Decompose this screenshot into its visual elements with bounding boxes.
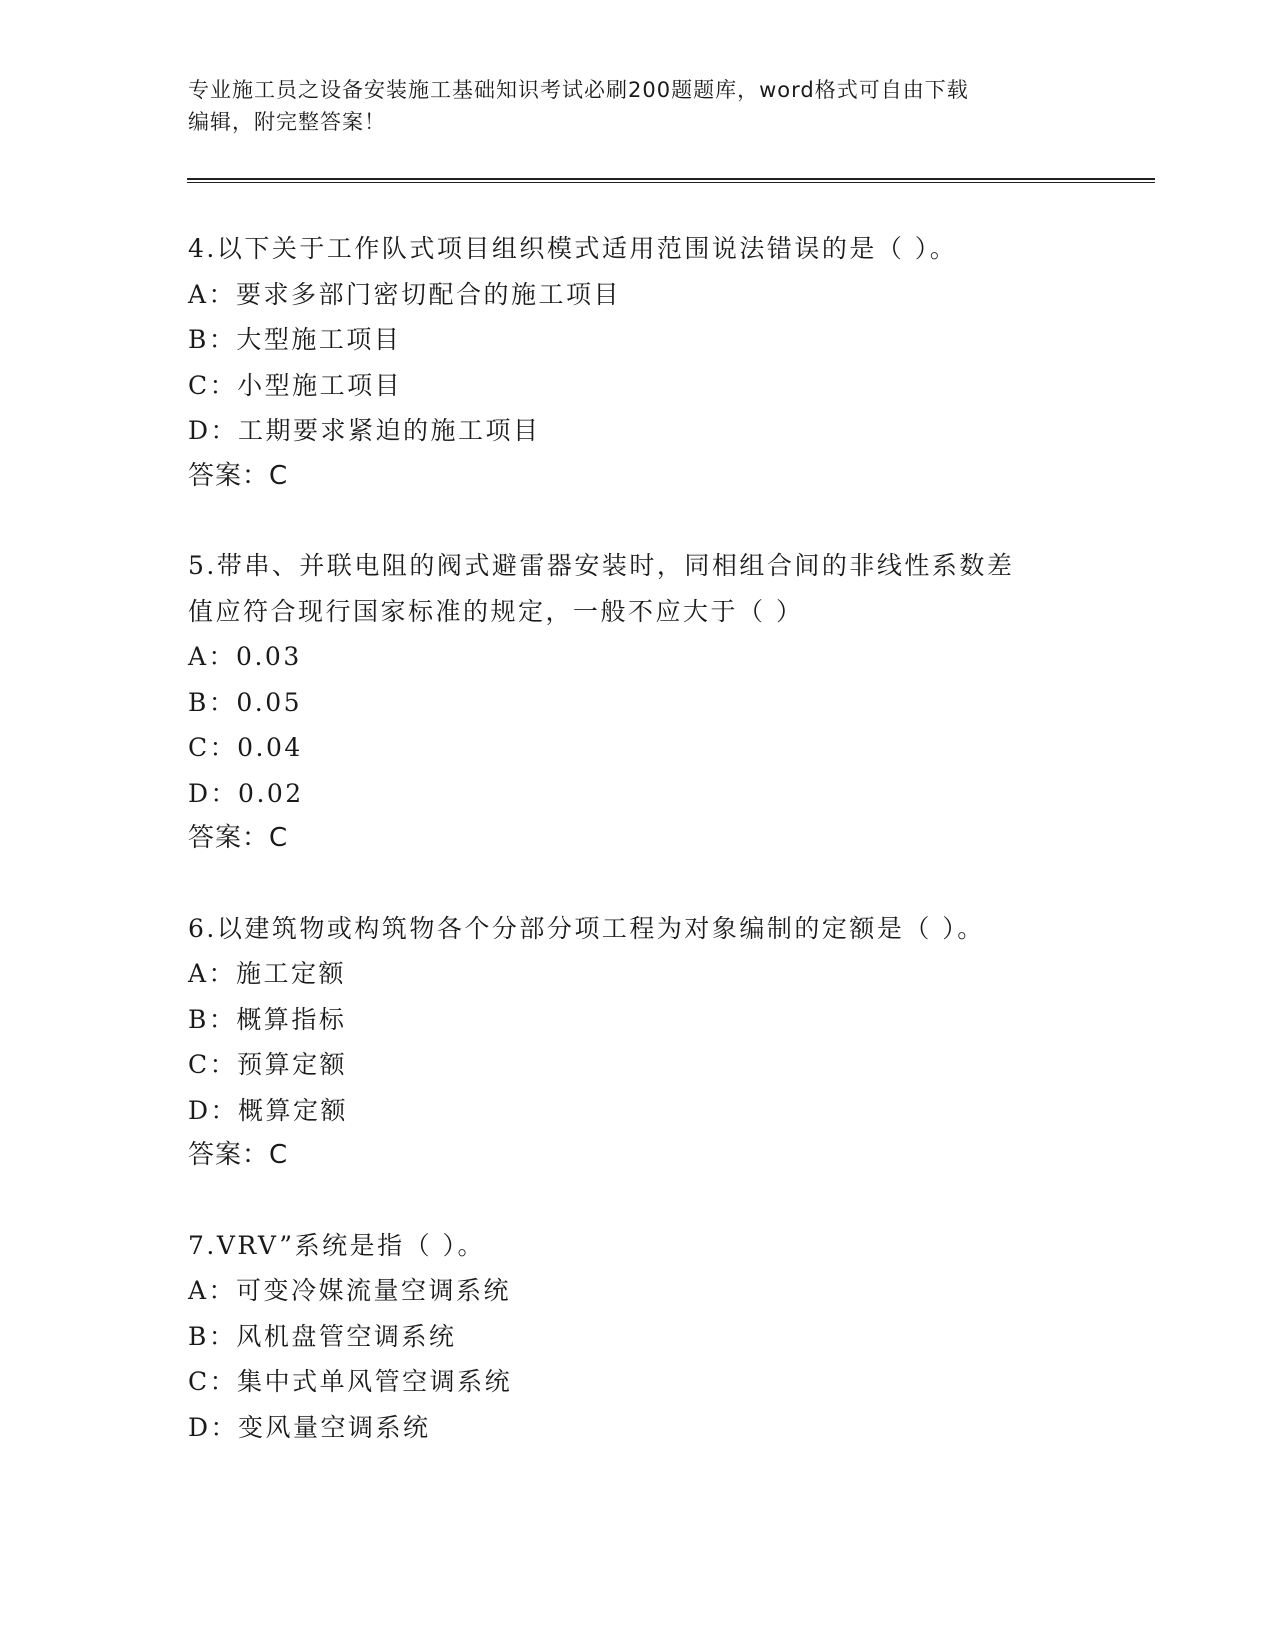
answer-line: 答案：C	[188, 1140, 289, 1170]
question-stem: 4.以下关于工作队式项目组织模式适用范围说法错误的是（ ）。	[188, 234, 958, 263]
option-d: D：变风量空调系统	[188, 1412, 431, 1442]
question-list	[188, 226, 1088, 1494]
option-b: B：0.05	[188, 687, 303, 717]
answer-line: 答案：C	[188, 823, 289, 853]
question-5	[188, 543, 1088, 862]
option-d: D：概算定额	[188, 1095, 349, 1125]
option-c: C：预算定额	[188, 1050, 348, 1079]
option-b: B：风机盘管空调系统	[188, 1321, 457, 1351]
question-stem: 7.VRV”系统是指（ ）。	[188, 1230, 486, 1260]
option-b: B：概算指标	[188, 1004, 347, 1034]
question-stem-line-2: 值应符合现行国家标准的规定，一般不应大于（ ）	[188, 596, 804, 626]
question-stem-line-1: 5.带串、并联电阻的阀式避雷器安装时，同相组合间的非线性系数差	[188, 551, 1015, 580]
header-line-2: 编辑，附完整答案！	[188, 110, 386, 134]
question-7	[188, 1223, 1088, 1451]
option-c: C：0.04	[188, 733, 303, 762]
option-c: C：集中式单风管空调系统	[188, 1367, 513, 1396]
answer-line: 答案：C	[188, 460, 289, 491]
question-stem: 6.以建筑物或构筑物各个分部分项工程为对象编制的定额是（ ）。	[188, 913, 985, 943]
header-line-1: 专业施工员之设备安装施工基础知识考试必刷200题题库，word格式可自由下载	[188, 78, 969, 102]
document-header	[188, 74, 1088, 138]
question-6	[188, 906, 1088, 1179]
option-d: D：0.02	[188, 778, 304, 808]
option-a: A：0.03	[188, 642, 302, 671]
option-c: C：小型施工项目	[188, 370, 403, 400]
option-a: A：可变冷媒流量空调系统	[188, 1276, 512, 1305]
option-a: A：施工定额	[188, 959, 347, 988]
header-divider	[187, 178, 1155, 183]
option-b: B：大型施工项目	[188, 325, 402, 354]
option-a: A：要求多部门密切配合的施工项目	[188, 279, 622, 309]
question-4	[188, 226, 1088, 499]
option-d: D：工期要求紧迫的施工项目	[188, 416, 541, 445]
